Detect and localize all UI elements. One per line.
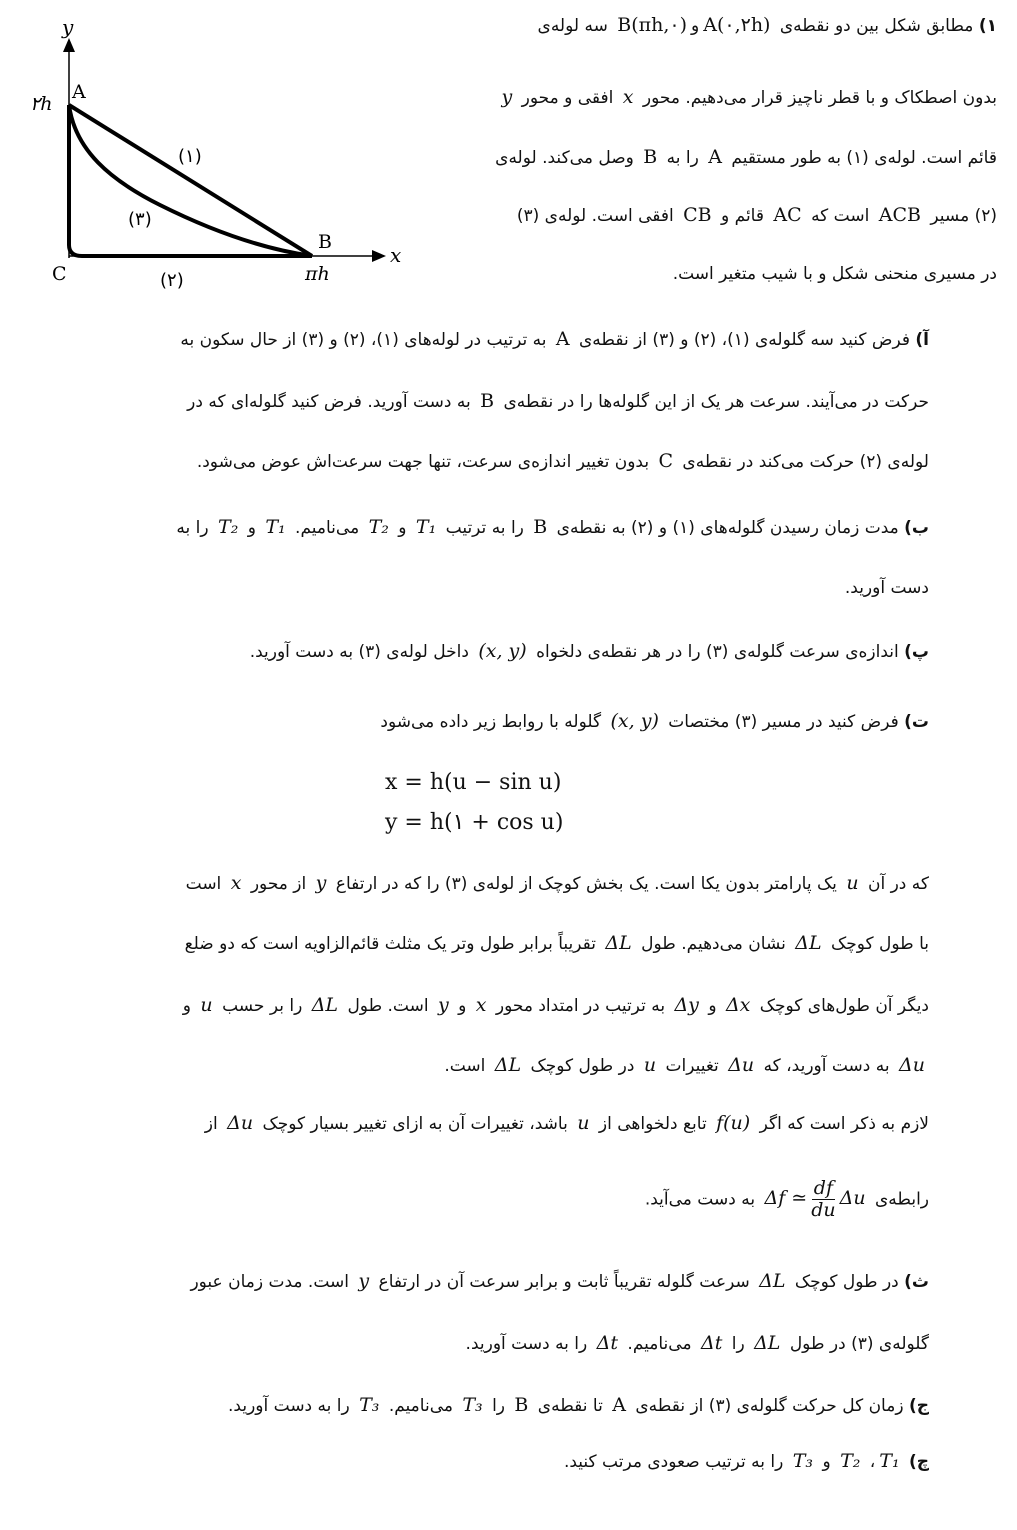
part-label: ت) [904, 712, 929, 732]
text: می‌نامیم. [295, 518, 360, 538]
x-axis-label: x [390, 243, 402, 267]
math-derivative-relation [760, 1178, 869, 1221]
part-label: چ) [908, 1452, 929, 1472]
part-b-line-2 [845, 578, 929, 598]
intro-line-1 [538, 14, 997, 36]
math-fu: f(u) [716, 1112, 751, 1134]
text: و [247, 518, 256, 538]
math-C: C [658, 450, 674, 472]
tubes-diagram [0, 0, 410, 300]
math-A: A [708, 146, 722, 168]
part-label: آ) [915, 330, 929, 350]
part-p-line [250, 640, 929, 662]
text: را به دست آورید. [465, 1334, 588, 1354]
math-deltax: Δx [725, 994, 751, 1016]
text: در طول کوچک [794, 1272, 899, 1292]
math-deltau: Δu [899, 1054, 925, 1076]
text: بدون تغییر اندازه‌ی سرعت، تنها جهت سرعت‌اش عوض می‌شود. [196, 452, 650, 472]
math-T1: T₁ [879, 1450, 900, 1472]
point-A-label: A [72, 81, 86, 103]
math-B: B [514, 1394, 529, 1416]
tube-2-label: (۲) [160, 270, 184, 291]
math-deltau: Δu [227, 1112, 254, 1134]
tube-3-label: (۳) [128, 209, 152, 230]
text: به ترتیب در لوله‌های (۱)، (۲) و (۳) از حال سکون به [180, 330, 547, 350]
text: که در آن [867, 874, 929, 894]
text: فرض کنید سه گلوله‌ی (۱)، (۲) و (۳) از نقطه‌ی [578, 330, 910, 350]
y-tick-2h: ۲h [30, 93, 53, 115]
text: یک پارامتر بدون یکا است. یک بخش کوچک از لوله‌ی (۳) را که در ارتفاع [335, 874, 837, 894]
math-y: y [315, 872, 327, 894]
text: فرض کنید در مسیر (۳) مختصات [668, 712, 899, 732]
text: از محور [250, 874, 307, 894]
math-deltaL: ΔL [795, 932, 822, 954]
part-a-line-3 [197, 450, 929, 472]
text: گلوله با روابط زیر داده می‌شود [380, 712, 602, 732]
math-A: A [555, 328, 570, 350]
part-label: ث) [904, 1272, 929, 1292]
text: می‌نامیم. [388, 1396, 453, 1416]
math-A: A [612, 1394, 626, 1416]
part-label: ج) [908, 1396, 929, 1416]
text: دیگر آن طول‌های کوچک [759, 996, 929, 1016]
y-axis-label: y [62, 15, 74, 39]
note-line-2 [645, 1178, 929, 1221]
t-body-line-1 [186, 872, 929, 894]
part-label: پ) [904, 642, 929, 662]
math-B: B(πh,۰) [617, 14, 688, 36]
math-deltat: Δt [596, 1332, 619, 1354]
text: مطابق شکل بین دو نقطه‌ی [779, 16, 974, 36]
problem-number: ۱) [978, 16, 997, 36]
text: تغییرات [665, 1056, 719, 1076]
part-s-line-1 [190, 1270, 929, 1292]
math-x: x [622, 86, 634, 108]
text: سرعت گلوله تقریباً ثابت و برابر سرعت آن در ارتفاع [378, 1272, 750, 1292]
text: داخل لوله‌ی (۳) به دست آورید. [249, 642, 469, 662]
text: سه لوله‌ی [537, 16, 608, 36]
t-body-line-3: دیگر آن طول‌های کوچک Δx و Δy به ترتیب در امتداد محور x و y است. طول ΔL را بر حسب u و [182, 994, 929, 1016]
text: رابطه‌ی [874, 1189, 929, 1210]
text: بدون اصطکاک و با قطر ناچیز قرار می‌دهیم. محور [642, 88, 997, 108]
tube-1-label: (۱) [178, 146, 202, 167]
text: به دست آورید. فرض کنید گلوله‌ای که در [187, 392, 471, 412]
math-CB: CB [683, 204, 712, 226]
text: نشان می‌دهیم. طول [641, 934, 786, 954]
text: لوله‌ی (۲) حرکت می‌کند در نقطه‌ی [682, 452, 929, 472]
math-y: y [501, 86, 513, 108]
math-T3: T₃ [359, 1394, 380, 1416]
math-T1: T₁ [415, 516, 437, 538]
text: زمان کل حرکت گلوله‌ی (۳) از نقطه‌ی [635, 1396, 904, 1416]
text: با طول کوچک [831, 934, 929, 954]
text: (۲) مسیر [930, 206, 997, 226]
y-axis-arrow-icon [63, 38, 75, 52]
math-T2: T₂ [218, 516, 239, 538]
math-xy: (x, y) [610, 710, 659, 732]
intro-line-3 [495, 146, 997, 168]
text: و [691, 16, 700, 36]
text: را به [666, 148, 699, 168]
math-deltaL: ΔL [759, 1270, 786, 1292]
equation-y: y = h(۱ + cos u) [385, 810, 564, 835]
math-T2: T₂ [840, 1450, 861, 1472]
text: تا نقطه‌ی [537, 1396, 603, 1416]
math-T3: T₃ [792, 1450, 814, 1472]
text: به دست آورید، که [763, 1056, 890, 1076]
text: را به ترتیب [445, 518, 524, 538]
math-A: A(۰,۲h) [703, 14, 771, 36]
math-deltaL: ΔL [311, 994, 339, 1016]
text: باشد، تغییرات آن به ازای تغییر بسیار کوچک [262, 1114, 568, 1134]
math-ACB: ACB [878, 204, 921, 226]
math-T1: T₁ [265, 516, 286, 538]
text: و [398, 518, 407, 538]
math-u: u [846, 872, 859, 894]
note-line-1 [205, 1112, 929, 1134]
math-deltaL: ΔL [754, 1332, 781, 1354]
text: را به ترتیب صعودی مرتب کنید. [563, 1452, 784, 1472]
intro-line-5 [673, 264, 997, 284]
text: در طول کوچک [530, 1056, 635, 1076]
text: است. طول [347, 996, 429, 1016]
text: تابع دلخواهی از [598, 1114, 707, 1134]
math-u: u [643, 1054, 657, 1076]
text: ، [869, 1452, 876, 1472]
math-AC: AC [773, 204, 802, 226]
part-a-line-2 [187, 390, 929, 412]
math-T3: T₃ [462, 1394, 483, 1416]
x-axis-arrow-icon [372, 250, 386, 262]
fraction-denominator: du [811, 1198, 836, 1221]
math-B: B [480, 390, 495, 412]
text: را بر حسب [222, 996, 303, 1016]
text: تقریباً برابر طول وتر یک مثلث قائم‌الزاویه است که دو ضلع [184, 934, 596, 954]
text: اندازه‌ی سرعت گلوله‌ی (۳) را در هر نقطه‌ی دلخواه [536, 642, 899, 662]
part-label: ب) [904, 518, 929, 538]
text: وصل می‌کند. لوله‌ی [495, 148, 634, 168]
math-u: u [577, 1112, 590, 1134]
equation-x: x = h(u − sin u) [385, 770, 562, 795]
part-b-line-1 [176, 516, 929, 538]
text: و [822, 1452, 831, 1472]
tube-1-path [69, 105, 312, 256]
math-deltaL: ΔL [494, 1054, 522, 1076]
math-T2: T₂ [368, 516, 389, 538]
text: را [492, 1396, 506, 1416]
text: به ترتیب در امتداد محور [495, 996, 666, 1016]
math-B: B [533, 516, 548, 538]
text: است. [444, 1056, 486, 1076]
point-B-label: B [318, 231, 332, 253]
text: افقی و محور [521, 88, 614, 108]
t-body-line-2 [185, 932, 929, 954]
math-fraction [811, 1178, 835, 1221]
x-tick-pih: πh [305, 263, 330, 285]
math-x: x [230, 872, 242, 894]
text: در مسیری منحنی شکل و با شیب متغیر است. [672, 264, 997, 284]
text: می‌نامیم. [627, 1334, 692, 1354]
text: را به دست آورید. [228, 1396, 350, 1416]
text: را [731, 1334, 745, 1354]
math-x: x [475, 994, 487, 1016]
t-body-line-4 [444, 1054, 929, 1076]
math-deltau: Δu [839, 1187, 866, 1210]
part-ch-line [564, 1450, 929, 1472]
text: به دست می‌آید. [644, 1189, 756, 1210]
math-deltay: Δy [674, 994, 699, 1016]
text: را به [176, 518, 209, 538]
point-C-label: C [52, 263, 67, 285]
text: قائم است. لوله‌ی (۱) به طور مستقیم [731, 148, 997, 168]
math-B: B [643, 146, 658, 168]
math-deltaf: Δf ≃ [764, 1187, 808, 1210]
text: افقی است. لوله‌ی (۳) [516, 206, 674, 226]
text: گلوله‌ی (۳) در طول [789, 1334, 929, 1354]
text: دست آورید. [844, 578, 929, 598]
math-deltau: Δu [728, 1054, 755, 1076]
part-j-line [228, 1394, 929, 1416]
fraction-numerator: df [813, 1177, 833, 1199]
math-y: y [358, 1270, 370, 1292]
math-deltaL: ΔL [605, 932, 632, 954]
part-a-line-1 [180, 328, 929, 350]
math-deltat: Δt [700, 1332, 723, 1354]
text: است [185, 874, 222, 894]
text: است. مدت زمان عبور [190, 1272, 349, 1292]
intro-line-4 [517, 204, 997, 226]
intro-line-2 [497, 86, 997, 108]
text: است که [811, 206, 870, 226]
text: از [204, 1114, 218, 1134]
part-t-line [380, 710, 929, 732]
text: لازم به ذکر است که اگر [759, 1114, 929, 1134]
text: حرکت در می‌آیند. سرعت هر یک از این گلوله‌ها را در نقطه‌ی [503, 392, 929, 412]
part-s-line-2 [466, 1332, 929, 1354]
text: قائم و [721, 206, 764, 226]
text: مدت زمان رسیدن گلوله‌های (۱) و (۲) به نقطه‌ی [556, 518, 899, 538]
math-u: u [200, 994, 213, 1016]
math-y: y [438, 994, 449, 1016]
math-xy: (x, y) [478, 640, 527, 662]
